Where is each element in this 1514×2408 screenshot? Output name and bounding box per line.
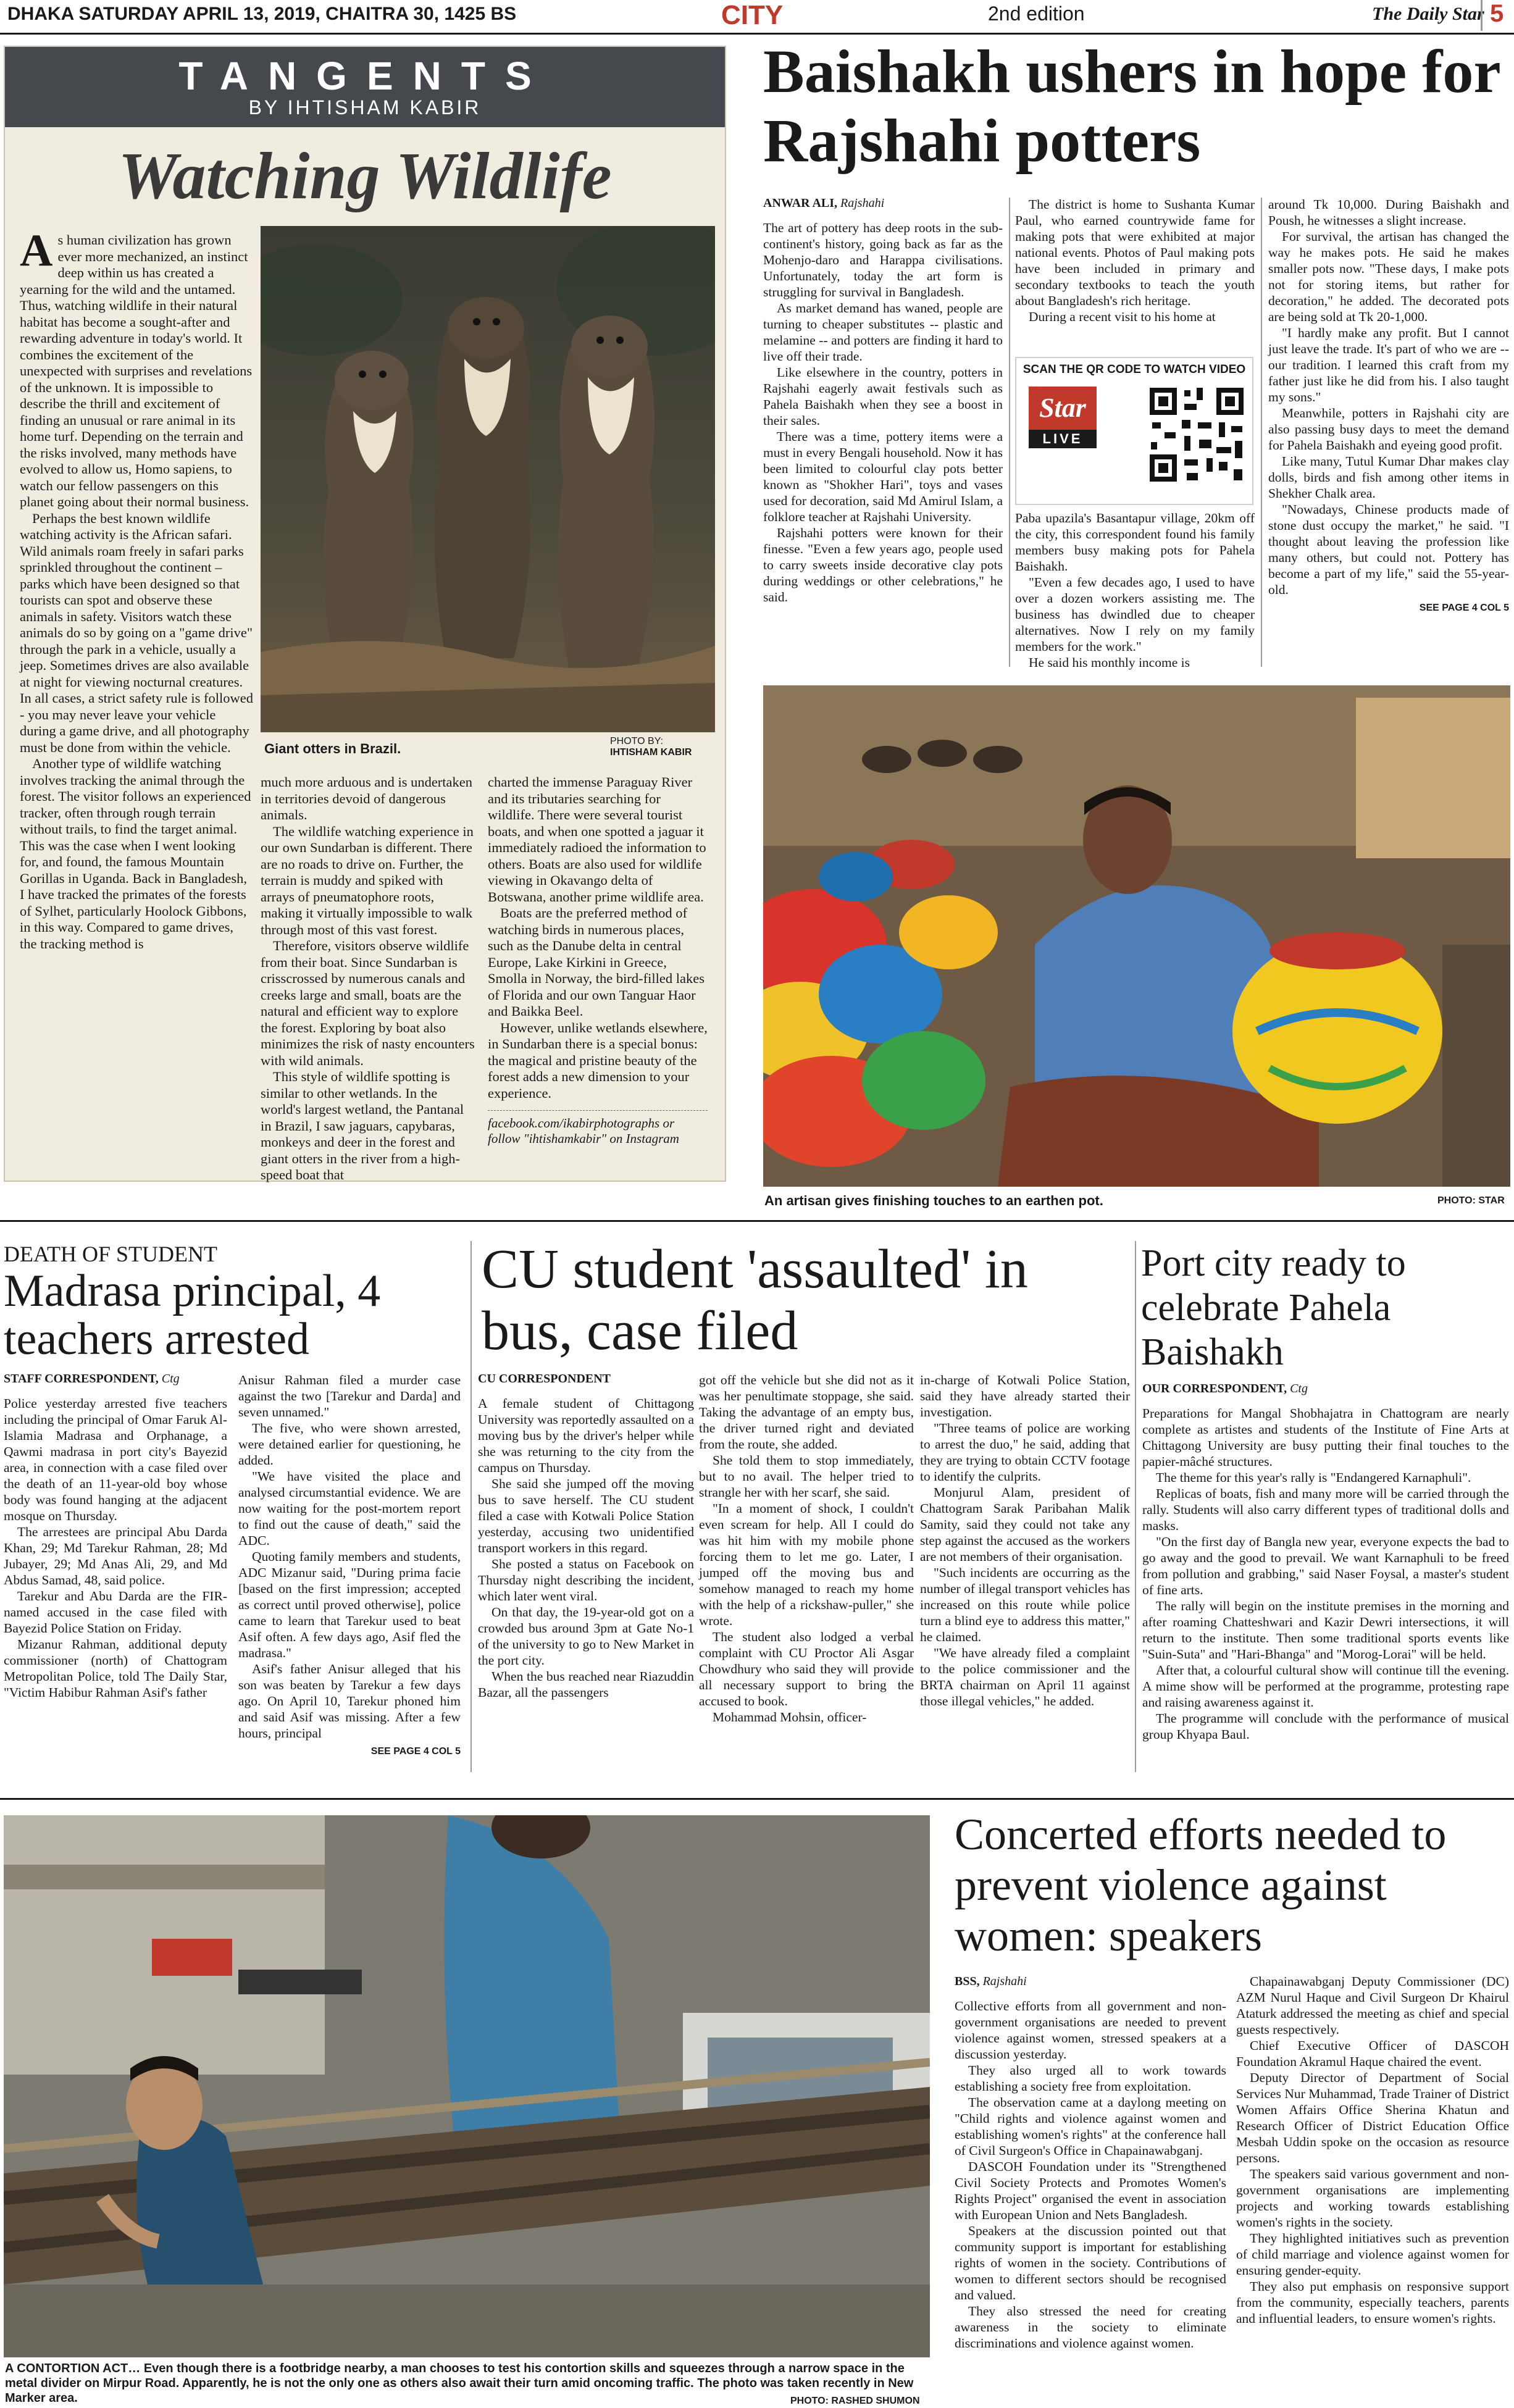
- paragraph: "We have visited the place and analysed circumstantial evidence. We are now waiting for the post-mortem report to find out the cause of death," said the ADC.: [238, 1469, 461, 1548]
- cu-headline: CU student 'assaulted' in bus, case filed: [482, 1239, 1028, 1361]
- paragraph: "Three teams of police are working to arrest the duo," he said, adding that they are trying to obtain CCTV footage to identify the culprits.: [920, 1421, 1130, 1484]
- contortion-credit: PHOTO: RASHED SHUMON: [790, 2396, 920, 2406]
- paragraph: They also stressed the need for creating awareness in the society to eliminate discriminations and violence against women.: [955, 2304, 1226, 2351]
- paragraph: in-charge of Kotwali Police Station, said they have already started their investigation.: [920, 1373, 1130, 1419]
- tangents-col-1: [20, 225, 253, 1220]
- byline-name: ANWAR ALI,: [763, 196, 838, 210]
- paper-name: The Daily Star: [1372, 4, 1484, 24]
- paragraph: "In a moment of shock, I couldn't even scream for help. All I could do was hit him with my mobile phone forcing them to let me go. Later, I jumped off the moving bus and somehow managed to reach my home with the help of a rickshaw-puller," she wrote.: [699, 1501, 914, 1628]
- paragraph: Meanwhile, potters in Rajshahi city are also passing busy days to meet the demand for Pahela Baishakh and eyeing good profit.: [1268, 406, 1509, 453]
- continued-note[interactable]: SEE PAGE 4 COL 5: [370, 1746, 461, 1757]
- paragraph: Preparations for Mangal Shobhajatra in Chattogram are nearly complete as artistes and students of the Institute of Fine Arts at Chittagong University are busy putting their final touches to the papier-mâché structures.: [1142, 1406, 1509, 1469]
- potters-col-1: [763, 220, 1003, 605]
- star-logo: Star: [1029, 387, 1097, 430]
- paragraph: s human civilization has grown ever more mechanized, an instinct deep within us has created a yearning for the wild and the untamed. Thus, watching wildlife in their natural habitat has become a sought-after and rewarding adventure in today's world. It combines the excitement of the unexpected with surprises and revelations of the unknown. It is impossible to describe the thrill and excitement of finding an unusual or rare animal in its home turf. Depending on the terrain and the risks involved, many methods have evolved to allow us, Homo sapiens, to watch our fellow passengers on this planet going about their normal business.: [20, 232, 253, 509]
- paragraph: "I hardly make any profit. But I cannot just leave the trade. It's part of who we are -- our tradition. I learned this craft from my father just like he did from his. I also taught my sons.": [1268, 325, 1509, 404]
- paragraph: Collective efforts from all government and non-government organisations are needed to prevent violence against women, stressed speakers at a discussion yesterday.: [955, 1999, 1226, 2062]
- column-divider: [1009, 198, 1010, 667]
- paragraph: Like many, Tutul Kumar Dhar makes clay dolls, birds and fish among other items in Shekher Chalk area.: [1268, 454, 1509, 501]
- qr-code-icon[interactable]: [1147, 385, 1246, 484]
- paragraph: The district is home to Sushanta Kumar Paul, who earned countrywide fame for making pots that were exhibited at major national events. Photos of Paul making pots have been included in primary and secondary textbooks to teach the youth about Bangladesh's rich heritage.: [1015, 197, 1255, 308]
- byline-place: Rajshahi: [840, 196, 885, 210]
- potters-byline: [763, 196, 884, 211]
- women-col-1: [955, 1998, 1226, 2351]
- cu-byline: CU CORRESPONDENT: [478, 1372, 611, 1386]
- byline-name: OUR CORRESPONDENT,: [1142, 1382, 1287, 1395]
- paragraph: The rally will begin on the institute premises in the morning and after roaming Chatteshwari and Kazir Dewri intersections, it will return to the institute. Then some traditional sports events like "Suin-Suta" and "Hari-Bhanga" and "Morog-Lorai" will be held.: [1142, 1599, 1509, 1662]
- women-headline: Concerted efforts needed to prevent violence against women: speakers: [955, 1810, 1447, 1960]
- tangents-feature: [4, 46, 726, 1182]
- tangents-col-3: [488, 774, 708, 1147]
- edition-label: 2nd edition: [988, 2, 1085, 25]
- portcity-byline: [1142, 1382, 1308, 1396]
- cu-col-3: [920, 1372, 1130, 1709]
- column-divider: [1261, 198, 1262, 667]
- byline-place: Rajshahi: [982, 1975, 1027, 1988]
- paragraph: After that, a colourful cultural show will continue till the evening. A mime show will be performed at the programme, protesting rape and raising awareness against it.: [1142, 1663, 1509, 1710]
- paragraph: The programme will conclude with the performance of musical group Khyapa Baul.: [1142, 1711, 1509, 1742]
- paragraph: The art of pottery has deep roots in the sub-continent's history, going back as far as the Mohenjo-daro and Harappa civilisations. Unfortunately, today the art form is struggling for survival in Bangladesh.: [763, 220, 1003, 299]
- paragraph: Quoting family members and students, ADC Mizanur said, "During prima facie [based on the first impression; accepted as correct until proved otherwise], police came to learn that Tarekur used to beat Asif often. A few days ago, Asif fled the madrasa.": [238, 1549, 461, 1660]
- paragraph: He said his monthly income is: [1029, 655, 1190, 670]
- page-number: 5: [1481, 0, 1504, 31]
- byline-name: STAFF CORRESPONDENT,: [4, 1372, 159, 1386]
- paragraph: DASCOH Foundation under its "Strengthened Civil Society Protects and Promotes Women's Rights Project" organised the event in association with European Union and Nets Bangladesh.: [955, 2159, 1226, 2222]
- cu-col-2: [699, 1372, 914, 1725]
- continued-note[interactable]: SEE PAGE 4 COL 5: [1419, 603, 1509, 613]
- paragraph: The observation came at a daylong meeting on "Child rights and violence against women and establishing women's rights" at the conference hall of Civil Surgeon's Office in Chapainawabganj.: [955, 2095, 1226, 2158]
- paragraph: Chapainawabganj Deputy Commissioner (DC) AZM Nurul Haque and Civil Surgeon Dr Khairul Ataturk addressed the meeting as chief and special guests respectively.: [1236, 1974, 1509, 2037]
- madrasa-headline: Madrasa principal, 4 teachers arrested: [4, 1266, 381, 1365]
- qr-code-panel[interactable]: [1015, 357, 1253, 505]
- paragraph: The student also lodged a verbal complaint with CU Proctor Ali Asgar Chowdhury who said they will provide all necessary support to bring the accused to book.: [699, 1629, 914, 1708]
- tangents-headline: Watching Wildlife: [118, 140, 612, 213]
- paragraph: There was a time, pottery items were a must in every Bengali household. Now it has been limited to colourful clay pots better known as "Shokher Hari", toys and vases used for decoration, said Md Amirul Islam, a folklore teacher at Rajshahi University.: [763, 429, 1003, 524]
- live-badge: LIVE: [1029, 430, 1097, 448]
- paragraph: Tarekur and Abu Darda are the FIR-named accused in the case filed with Bayezid Police Station on Friday.: [4, 1589, 227, 1636]
- paragraph: Mohammad Mohsin, officer-: [713, 1710, 867, 1724]
- portcity-body: [1142, 1405, 1509, 1742]
- paragraph: Rajshahi potters were known for their finesse. "Even a few years ago, people used to carry sweets inside decorative clay pots during weddings or other celebrations," he said.: [763, 525, 1003, 604]
- paragraph: Chief Executive Officer of DASCOH Foundation Akramul Haque chaired the event.: [1236, 2038, 1509, 2069]
- column-divider: [1135, 1241, 1136, 1772]
- byline-place: Ctg: [1290, 1382, 1308, 1395]
- paragraph: Monjurul Alam, president of Chattogram Sarak Paribahan Malik Samity, said they could not take any step against the accused as the workers are not members of their organisation.: [920, 1485, 1130, 1564]
- artisan-credit: PHOTO: STAR: [1437, 1195, 1505, 1206]
- paragraph: "We have already filed a complaint to the police commissioner and the BRTA chairman on April 11 against those illegal vehicles," he added.: [920, 1645, 1130, 1708]
- paragraph: "Even a few decades ago, I used to have over a dozen workers assisting me. The business has dwindled due to cheaper alternatives. Now I rely on my family members for the work.": [1015, 575, 1255, 654]
- tangents-banner: [5, 47, 725, 127]
- madrasa-col-1: [4, 1395, 227, 1700]
- paragraph: Like elsewhere in the country, potters in Rajshahi eagerly await festivals such as Pahela Baishakh when they see a boost in their sales.: [763, 365, 1003, 428]
- madrasa-byline: [4, 1372, 180, 1386]
- section-label: CITY: [721, 0, 784, 30]
- paragraph: They also urged all to work towards establishing a society free from exploitation.: [955, 2063, 1226, 2094]
- paragraph: Replicas of boats, fish and many more will be carried through the rally. Students will also carry different types of traditional dolls and masks.: [1142, 1486, 1509, 1533]
- paragraph: "On the first day of Bangla new year, everyone expects the bad to go away and the good to prevail. We want Karnaphuli to be freed from pollution and grabbing," said Naser Foysal, a master's student of fine arts.: [1142, 1534, 1509, 1597]
- dropcap: A: [20, 225, 53, 276]
- paragraph: much more arduous and is undertaken in territories devoid of dangerous animals.: [261, 774, 473, 822]
- paragraph: Boats are the preferred method of watching birds in numerous places, such as the Danube delta in central Europe, Lake Kirkini in Greece, Smolla in Norway, the bird-filled lakes of Florida and our own Tanguar Haor and Baikka Beel.: [488, 905, 705, 1019]
- tangents-label: TANGENTS: [178, 54, 551, 98]
- paragraph: She told them to stop immediately, but to no avail. The helper tried to strangle her with her scarf, she said.: [699, 1453, 914, 1500]
- cu-col-1: [478, 1395, 694, 1700]
- artisan-photo-image: [763, 685, 1510, 1187]
- paragraph: However, unlike wetlands elsewhere, in Sundarban there is a special bonus: the magical and pristine beauty of the forest adds a new dimension to your experience.: [488, 1019, 708, 1101]
- paragraph: Paba upazila's Basantapur village, 20km off the city, this correspondent found his family members busy making pots for Pahela Baishakh.: [1015, 511, 1255, 574]
- artisan-photo: [763, 685, 1510, 1187]
- qr-title: SCAN THE QR CODE TO WATCH VIDEO: [1023, 363, 1246, 376]
- paragraph: The theme for this year's rally is "Endangered Karnaphuli".: [1156, 1470, 1471, 1485]
- byline-place: Ctg: [161, 1372, 180, 1386]
- potters-col-2-bottom: [1015, 510, 1255, 671]
- paragraph: The speakers said various government and non-government organisations are implementing projects and working towards establishing women's rights in the society.: [1236, 2167, 1509, 2230]
- madrasa-kicker: DEATH OF STUDENT: [4, 1242, 217, 1266]
- paragraph: Police yesterday arrested five teachers including the principal of Omar Faruk Al-Islamia Madrasa and Orphanage, a Qawmi madrasa in port city's Bayezid area, in connection with a case filed over the death of an 11-year-old boy whose body was found hanging at the adjacent mosque on Thursday.: [4, 1396, 227, 1523]
- paragraph: around Tk 10,000. During Baishakh and Poush, he witnesses a slight increase.: [1268, 197, 1509, 228]
- portcity-headline: Port city ready to celebrate Pahela Baishakh: [1141, 1242, 1406, 1373]
- potters-col-3: [1268, 196, 1509, 616]
- otters-photo-image: [261, 226, 715, 732]
- paragraph: As market demand has waned, people are turning to cheaper substitutes -- plastic and melamine -- and potters are finding it hard to live off their trade.: [763, 301, 1003, 364]
- otters-caption: Giant otters in Brazil.: [264, 741, 401, 756]
- caption-lead: A CONTORTION ACT…: [5, 2362, 141, 2375]
- paragraph: They highlighted initiatives such as prevention of child marriage and violence against women for ensuring gender-equity.: [1236, 2231, 1509, 2278]
- contortion-photo: [4, 1815, 930, 2357]
- paragraph: charted the immense Paraguay River and its tributaries searching for wildlife. There were several tourist boats, and when one spotted a jaguar it immediately radioed the information to others. Boats are also used for wildlife viewing in Okavango delta of Botswana, another prime wildlife area.: [488, 774, 706, 905]
- paragraph: The five, who were shown arrested, were detained earlier for questioning, he added.: [238, 1421, 461, 1468]
- dateline: DHAKA SATURDAY APRIL 13, 2019, CHAITRA 30, 1425 BS: [7, 4, 517, 24]
- credit-name: IHTISHAM KABIR: [610, 747, 692, 758]
- otters-credit: [610, 736, 715, 758]
- section-divider: [0, 1220, 1514, 1222]
- paragraph: Perhaps the best known wildlife watching activity is the African safari. Wild animals roam freely in safari parks sprinkled throughout the continent – parks which have been designed so that tourists can spot and observe these animals in safety. Visitors watch these animals do so by going on a "game drive" through the park in a vehicle, usually a jeep. Sometimes drives are also available at night for viewing nocturnal creatures. In all cases, a strict safety rule is followed - you may never leave your vehicle during a game drive, and all photography must be done from within the vehicle.: [20, 510, 253, 755]
- section-divider: [0, 1798, 1514, 1800]
- credit-label: PHOTO BY:: [610, 736, 663, 746]
- artisan-caption: An artisan gives finishing touches to an earthen pot.: [764, 1193, 1103, 1208]
- paragraph: When the bus reached near Riazuddin Bazar, all the passengers: [478, 1669, 694, 1700]
- paragraph: A female student of Chittagong University was reportedly assaulted on a moving bus by the driver's helper while she was returning to the city from the campus on Thursday.: [478, 1396, 694, 1475]
- paragraph: This style of wildlife spotting is similar to other wetlands. In the world's largest wetland, the Pantanal in Brazil, I saw jaguars, capybaras, monkeys and deer in the forest and giant otters in the river from a high-speed boat that: [261, 1069, 464, 1182]
- paragraph: She posted a status on Facebook on Thursday night describing the incident, which later went viral.: [478, 1557, 694, 1603]
- paragraph: Deputy Director of Department of Social Services Nur Muhammad, Trade Trainer of District Women Affairs Office Sherina Khatun and Research Officer of District Education Office Mesbah Uddin spoke on the occasion as resource persons.: [1236, 2070, 1509, 2165]
- column-divider: [471, 1241, 472, 1772]
- tangents-footer: facebook.com/ikabirphotographs or follow "ihtishamkabir" on Instagram: [488, 1110, 708, 1147]
- tangents-byline: BY IHTISHAM KABIR: [248, 96, 482, 119]
- paragraph: Speakers at the discussion pointed out that community support is important for establishing rights of women in the society. Contributions of women to different sectors should be recognised and valued.: [955, 2223, 1226, 2302]
- paragraph: Mizanur Rahman, additional deputy commissioner (north) of Chattogram Metropolitan Police, told The Daily Star, "Victim Habibur Rahman Asif's father: [4, 1637, 227, 1700]
- women-byline: [955, 1975, 1027, 1989]
- paragraph: Therefore, visitors observe wildlife from their boat. Since Sundarban is crisscrossed by numerous canals and creeks large and small, boats are the natural and efficient way to explore the forest. Exploring by boat also minimizes the risk of nasty encounters with wild animals.: [261, 938, 475, 1068]
- contortion-photo-image: [4, 1815, 930, 2357]
- masthead: [0, 0, 1514, 35]
- paragraph: Another type of wildlife watching involves tracking the animal through the forest. The visitor follows an experienced tracker, often through rough terrain without trails, to find the target animal. This was the case when I went looking for, and found, the famous Mountain Gorillas in Uganda. Back in Bangladesh, I have tracked the primates of the forests of Sylhet, particularly Hoolock Gibbons, in this way. Compared to game drives, the tracking method is: [20, 756, 251, 951]
- potters-col-2-top: [1015, 196, 1255, 325]
- paragraph: She said she jumped off the moving bus to save herself. The CU student filed a case with Kotwali Police Station yesterday, accusing two unidentified transport workers in this regard.: [478, 1476, 694, 1555]
- paragraph: They also put emphasis on responsive support from the community, especially teachers, parents and influential leaders, to ensure women's rights.: [1236, 2279, 1509, 2326]
- potters-headline: Baishakh ushers in hope for Rajshahi potters: [763, 37, 1500, 175]
- paragraph: During a recent visit to his home at: [1029, 309, 1216, 324]
- women-col-2: [1236, 1973, 1509, 2326]
- paragraph: Asif's father Anisur alleged that his son was beaten by Tarekur a few days ago. On April 10, Tarekur phoned him and said Asif was missing. After a few hours, principal: [238, 1662, 461, 1741]
- otters-photo: [261, 226, 715, 732]
- paragraph: Anisur Rahman filed a murder case against the two [Tarekur and Darda] and seven unnamed.": [238, 1373, 461, 1419]
- paragraph: got off the vehicle but she did not as it was her penultimate stoppage, she said. Taking the advantage of an empty bus, the driver turned right and deviated from the route, she added.: [699, 1373, 914, 1452]
- paragraph: For survival, the artisan has changed the way he makes pots. He said he makes smaller pots now. "These days, I make pots not for storing items, but rather for decoration," he added. The decorated pots are being sold at Tk 20-1,000.: [1268, 229, 1509, 324]
- caption-text: Even though there is a footbridge nearby, a man chooses to test his contortion skills and squeezes through a narrow space in the metal divider on Mirpur Road. Apparently, he is not the only one as others also await their turn amid oncoming traffic. The photo was taken recently in New Marker area.: [5, 2362, 914, 2405]
- paragraph: The wildlife watching experience in our own Sundarban is different. There are no roads to drive on. Further, the terrain is muddy and spiked with arrays of pneumatophore roots, making it virtually impossible to walk through most of this vast forest.: [261, 823, 474, 937]
- paragraph: "Nowadays, Chinese products made of stone dust occupy the market," he said. "I thought about leaving the profession like many others, but could not. Pottery has become a part of my life," said the 55-year-old.: [1268, 502, 1509, 597]
- paragraph: "Such incidents are occurring as the number of illegal transport vehicles has increased on this route while police turn a blind eye to address this matter," he claimed.: [920, 1565, 1130, 1644]
- tangents-col-2: [261, 774, 477, 1184]
- madrasa-col-2: [238, 1372, 461, 1760]
- paragraph: On that day, the 19-year-old got on a crowded bus around 3pm at Gate No-1 of the university to go to New Market in the port city.: [478, 1605, 694, 1668]
- byline-name: BSS,: [955, 1975, 980, 1988]
- paragraph: The arrestees are principal Abu Darda Khan, 29; Md Tarekur Rahman, 28; Md Jubayer, 29; Md Anas Ali, 29, and Md Abdus Samad, 48, said police.: [4, 1524, 227, 1587]
